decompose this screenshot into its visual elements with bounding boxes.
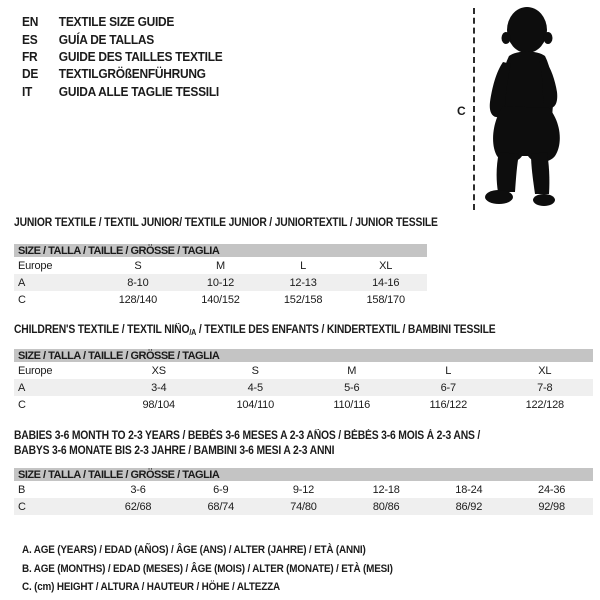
row-label-cell: C [18,500,26,513]
size-value-cell: 6-9 [213,483,229,496]
size-value-cell: 24-36 [538,483,566,496]
row-label-cell: Europe [18,259,53,272]
table-row [14,362,593,379]
size-value-cell: L [300,259,307,272]
size-header-row [14,244,427,257]
size-value-cell: 158/170 [366,293,405,306]
size-value-cell: XL [379,259,393,272]
size-header-row [14,349,593,362]
size-value-cell: 152/158 [283,293,323,306]
size-value-cell: 10-12 [206,276,235,289]
size-value-cell: 122/128 [525,398,564,411]
table-title-line [14,444,541,459]
size-value-cell: 98/104 [142,398,175,411]
language-title: TEXTILE SIZE GUIDE [58,14,175,30]
legend-line: A. AGE (YEARS) / EDAD (AÑOS) / ÂGE (ANS) / ALTER (JAHRE) / ETÀ (ANNI) [22,544,366,556]
row-label-cell: A [18,276,26,289]
measure-dashed-line [473,8,475,210]
table-row [14,257,427,274]
size-header-row [14,468,593,481]
legend-line: B. AGE (MONTHS) / EDAD (MESES) / ÂGE (MOIS) / ALTER (MONATE) / ETÀ (MESI) [22,562,393,575]
language-code: DE [22,66,39,82]
size-value-cell: 18-24 [455,483,483,496]
size-value-cell: 3-6 [130,483,146,496]
size-value-cell: 110/116 [333,398,371,411]
size-table-section [14,323,600,413]
size-value-cell: 140/152 [201,293,240,306]
size-value-cell: 6-7 [440,381,456,394]
size-value-cell: XL [538,364,552,377]
row-label-cell: B [18,483,26,496]
table-title-text: BABYS 3-6 MONATE BIS 2-3 JAHRE / BAMBINI 3-6 MESI A 2-3 ANNI [14,445,335,457]
language-title: TEXTILGRÖßENFÜHRUNG [58,66,206,82]
size-value-cell: M [216,259,225,272]
size-value-cell: 9-12 [292,483,315,496]
size-value-cell: 12-18 [372,483,400,496]
size-value-cell: 74/80 [290,500,317,513]
size-value-cell: S [251,364,259,377]
size-value-cell: 8-10 [127,276,149,289]
table-row [14,396,593,413]
height-measure-label: C [457,104,466,118]
table-row [14,481,593,498]
size-value-cell: 62/68 [124,500,152,513]
table-row [14,274,427,291]
legend-line: C. (cm) HEIGHT / ALTURA / HAUTEUR / HÖHE / ALTEZZA [22,581,280,593]
size-table-section [14,216,600,308]
table-title-text: JUNIOR TEXTILE / TEXTIL JUNIOR/ TEXTILE JUNIOR / JUNIORTEXTIL / JUNIOR TESSILE [14,217,438,229]
size-value-cell: 5-6 [344,381,360,394]
size-value-cell: S [134,259,142,272]
size-value-cell: 104/110 [236,398,275,411]
size-table-section [14,429,600,515]
size-header-cell: SIZE / TALLA / TAILLE / GRÖSSE / TAGLIA [14,468,593,481]
table-title-sub: /A [189,328,197,337]
table-title-text: / TEXTILE DES ENFANTS / KINDERTEXTIL / BAMBINI TESSILE [196,324,496,336]
table-title [14,216,541,231]
figure [0,0,600,212]
table-row [14,498,593,515]
header-area [0,0,600,212]
size-value-cell: 128/140 [118,293,158,306]
size-value-cell: 12-13 [289,276,317,289]
table-title-line [14,429,541,444]
table-title [14,429,541,459]
language-code: EN [22,14,39,30]
table-row [14,379,593,396]
size-value-cell: 7-8 [537,381,553,394]
size-value-cell: 3-4 [151,381,167,394]
size-table [14,244,427,308]
language-title: GUIDE DES TAILLES TEXTILE [58,48,223,64]
size-value-cell: 116/122 [429,398,468,411]
baby-silhouette [483,6,571,210]
size-value-cell: XS [151,364,166,377]
size-table [14,468,593,515]
size-header-cell: SIZE / TALLA / TAILLE / GRÖSSE / TAGLIA [14,244,427,257]
size-value-cell: 68/74 [207,500,235,513]
size-value-cell: 80/86 [372,500,400,513]
size-value-cell: M [347,364,357,377]
language-code: ES [22,31,38,47]
table-row [14,291,427,308]
language-title: GUIDA ALLE TAGLIE TESSILI [58,83,219,99]
size-value-cell: 4-5 [247,381,263,394]
table-title-text: CHILDREN'S TEXTILE / TEXTIL NIÑO [14,324,190,336]
row-label-cell: C [18,293,26,306]
language-code: IT [22,83,33,99]
size-header-cell: SIZE / TALLA / TAILLE / GRÖSSE / TAGLIA [14,349,593,362]
size-value-cell: 92/98 [538,500,565,513]
size-value-cell: L [445,364,452,377]
row-label-cell: A [18,381,26,394]
language-title: GUÍA DE TALLAS [58,31,154,47]
table-title-text: BABIES 3-6 MONTH TO 2-3 YEARS / BEBÉS 3-6 MESES A 2-3 AÑOS / BÉBÉS 3-6 MOIS À 2-3 ANS / [14,430,481,442]
row-label-cell: C [18,398,26,411]
language-code: FR [22,48,38,64]
table-title [14,323,541,338]
legend [22,541,600,597]
size-value-cell: 86/92 [455,500,483,513]
table-title-line [14,323,541,338]
size-table [14,349,593,413]
row-label-cell: Europe [18,364,53,377]
size-value-cell: 14-16 [372,276,400,289]
table-title-line [14,216,541,231]
tables [0,216,600,515]
